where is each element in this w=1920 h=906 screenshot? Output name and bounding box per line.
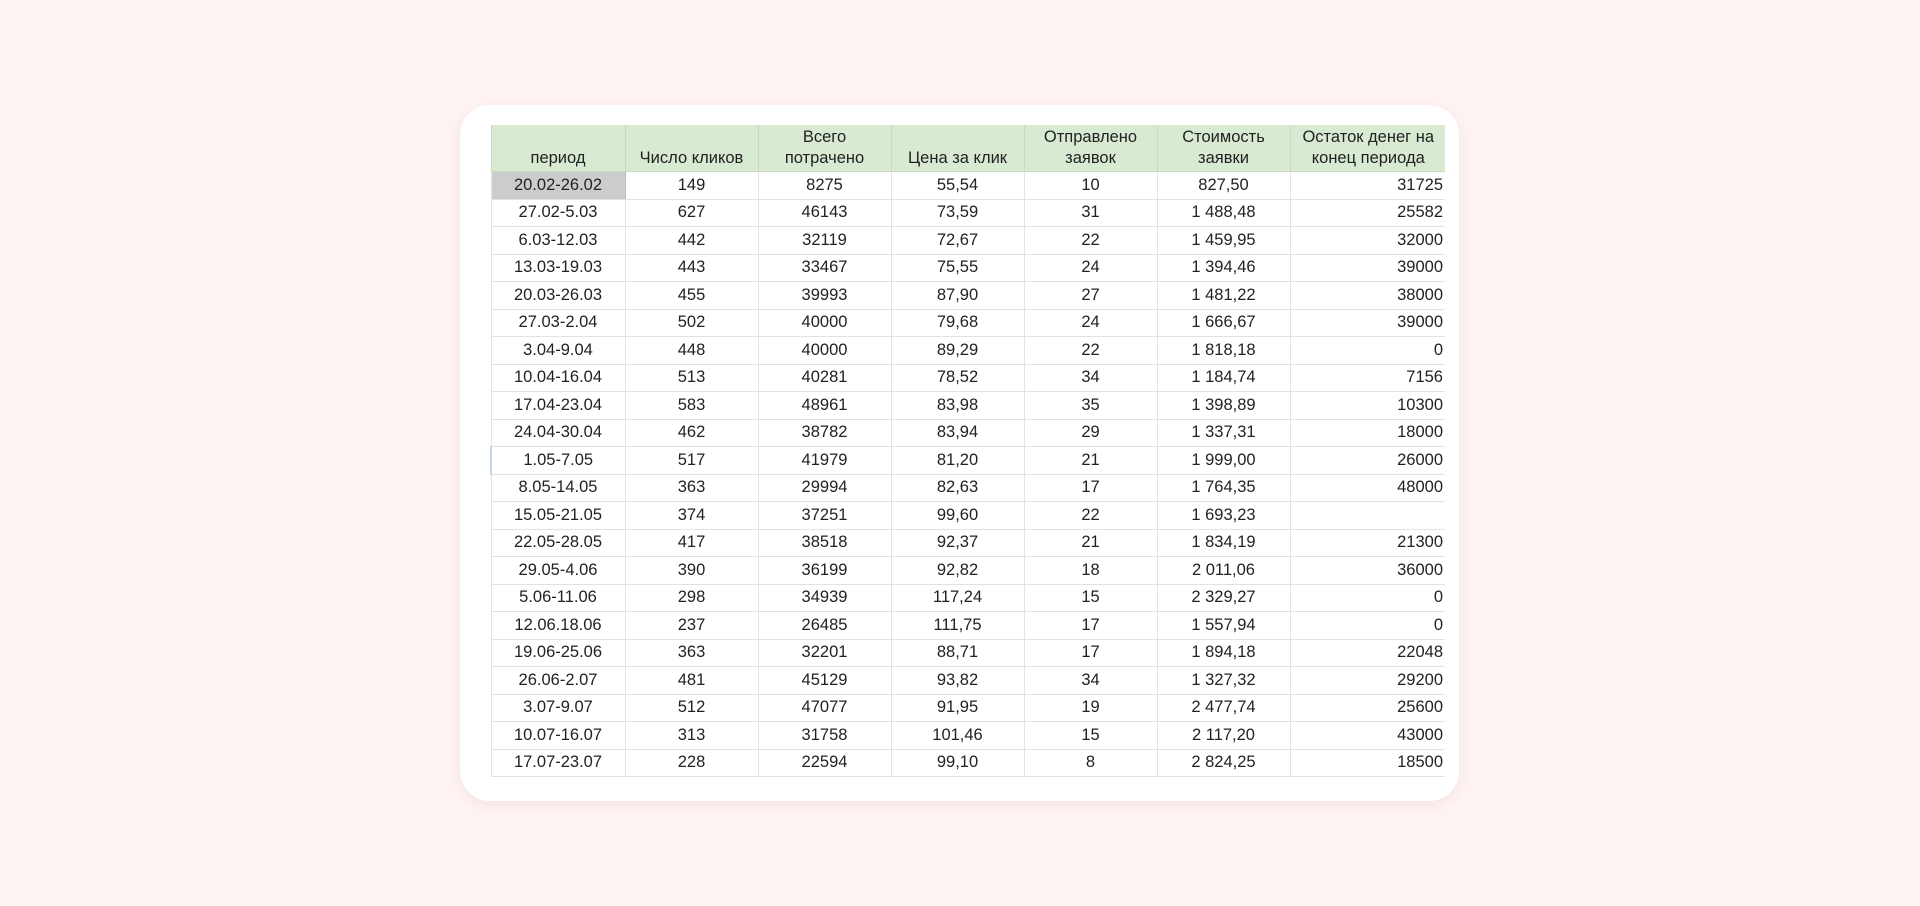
cell-total-spent[interactable]: 34939 xyxy=(758,584,891,612)
table-row xyxy=(491,364,1445,392)
cell-total-spent[interactable]: 32201 xyxy=(758,639,891,667)
cell-cost-per-request[interactable]: 1 394,46 xyxy=(1157,254,1290,282)
cell-requests-sent[interactable]: 17 xyxy=(1024,474,1157,502)
cell-cost-per-request[interactable]: 2 477,74 xyxy=(1157,694,1290,722)
cell-total-spent[interactable]: 36199 xyxy=(758,557,891,585)
cell-requests-sent[interactable]: 27 xyxy=(1024,282,1157,310)
cell-total-spent[interactable]: 8275 xyxy=(758,172,891,200)
cell-clicks[interactable]: 363 xyxy=(625,474,758,502)
table-row xyxy=(491,254,1445,282)
cell-clicks[interactable]: 374 xyxy=(625,502,758,530)
cell-total-spent[interactable]: 48961 xyxy=(758,392,891,420)
cell-cost-per-request[interactable]: 2 329,27 xyxy=(1157,584,1290,612)
table-row xyxy=(491,667,1445,695)
cell-clicks[interactable]: 502 xyxy=(625,309,758,337)
cell-cost-per-request[interactable]: 1 834,19 xyxy=(1157,529,1290,557)
cell-clicks[interactable]: 517 xyxy=(625,447,758,475)
cell-cost-per-click[interactable]: 99,60 xyxy=(891,502,1024,530)
cell-period[interactable]: 6.03-12.03 xyxy=(491,227,625,255)
cell-clicks[interactable]: 298 xyxy=(625,584,758,612)
cell-total-spent[interactable]: 41979 xyxy=(758,447,891,475)
cell-clicks[interactable]: 513 xyxy=(625,364,758,392)
table-row xyxy=(491,502,1445,530)
cell-requests-sent[interactable]: 24 xyxy=(1024,309,1157,337)
cell-cost-per-click[interactable]: 92,82 xyxy=(891,557,1024,585)
cell-clicks[interactable]: 481 xyxy=(625,667,758,695)
cell-cost-per-request[interactable]: 1 894,18 xyxy=(1157,639,1290,667)
cell-clicks[interactable]: 512 xyxy=(625,694,758,722)
cell-total-spent[interactable]: 40000 xyxy=(758,337,891,365)
cell-total-spent[interactable]: 29994 xyxy=(758,474,891,502)
cell-total-spent[interactable]: 26485 xyxy=(758,612,891,640)
cell-period[interactable]: 12.06.18.06 xyxy=(491,612,625,640)
cell-cost-per-request[interactable]: 1 818,18 xyxy=(1157,337,1290,365)
cell-balance[interactable]: 36000 xyxy=(1290,557,1445,585)
cell-cost-per-click[interactable]: 83,98 xyxy=(891,392,1024,420)
cell-total-spent[interactable]: 47077 xyxy=(758,694,891,722)
cell-cost-per-click[interactable]: 99,10 xyxy=(891,749,1024,777)
cell-clicks[interactable]: 442 xyxy=(625,227,758,255)
cell-cost-per-click[interactable]: 78,52 xyxy=(891,364,1024,392)
cell-balance[interactable]: 31725 xyxy=(1290,172,1445,200)
cell-balance[interactable]: 25600 xyxy=(1290,694,1445,722)
cell-requests-sent[interactable]: 35 xyxy=(1024,392,1157,420)
cell-balance[interactable]: 18500 xyxy=(1290,749,1445,777)
cell-requests-sent[interactable]: 18 xyxy=(1024,557,1157,585)
cell-balance[interactable]: 48000 xyxy=(1290,474,1445,502)
cell-cost-per-request[interactable]: 1 764,35 xyxy=(1157,474,1290,502)
header-label: Стоимость заявки xyxy=(1182,128,1265,167)
cell-period[interactable]: 15.05-21.05 xyxy=(491,502,625,530)
table-body xyxy=(491,172,1445,777)
cell-requests-sent[interactable]: 10 xyxy=(1024,172,1157,200)
cell-period[interactable]: 17.04-23.04 xyxy=(491,392,625,420)
cell-total-spent[interactable]: 45129 xyxy=(758,667,891,695)
cell-period[interactable]: 8.05-14.05 xyxy=(491,474,625,502)
cell-requests-sent[interactable]: 31 xyxy=(1024,199,1157,227)
cell-balance[interactable]: 22048 xyxy=(1290,639,1445,667)
table-row xyxy=(491,447,1445,475)
cell-cost-per-click[interactable]: 55,54 xyxy=(891,172,1024,200)
header-cost-per-request[interactable] xyxy=(1157,125,1290,172)
cell-requests-sent[interactable]: 22 xyxy=(1024,337,1157,365)
cell-cost-per-request[interactable]: 1 481,22 xyxy=(1157,282,1290,310)
table-row xyxy=(491,199,1445,227)
table-row xyxy=(491,749,1445,777)
cell-cost-per-click[interactable]: 93,82 xyxy=(891,667,1024,695)
cell-total-spent[interactable]: 31758 xyxy=(758,722,891,750)
cell-balance[interactable]: 0 xyxy=(1290,584,1445,612)
table-row xyxy=(491,309,1445,337)
cell-requests-sent[interactable]: 8 xyxy=(1024,749,1157,777)
cell-total-spent[interactable]: 40000 xyxy=(758,309,891,337)
cell-cost-per-click[interactable]: 72,67 xyxy=(891,227,1024,255)
cell-period[interactable]: 29.05-4.06 xyxy=(491,557,625,585)
cell-requests-sent[interactable]: 22 xyxy=(1024,502,1157,530)
table-row xyxy=(491,282,1445,310)
table-row xyxy=(491,227,1445,255)
header-label: Всего потрачено xyxy=(784,128,865,167)
cell-requests-sent[interactable]: 17 xyxy=(1024,612,1157,640)
cell-cost-per-request[interactable]: 1 327,32 xyxy=(1157,667,1290,695)
cell-period[interactable]: 10.07-16.07 xyxy=(491,722,625,750)
cell-clicks[interactable]: 149 xyxy=(625,172,758,200)
header-requests-sent[interactable] xyxy=(1024,125,1157,172)
cell-period[interactable]: 26.06-2.07 xyxy=(491,667,625,695)
cell-period[interactable]: 10.04-16.04 xyxy=(491,364,625,392)
table-row xyxy=(491,557,1445,585)
cell-cost-per-request[interactable]: 2 117,20 xyxy=(1157,722,1290,750)
cell-requests-sent[interactable]: 19 xyxy=(1024,694,1157,722)
cell-balance[interactable]: 26000 xyxy=(1290,447,1445,475)
cell-balance[interactable]: 43000 xyxy=(1290,722,1445,750)
cell-total-spent[interactable]: 38518 xyxy=(758,529,891,557)
cell-cost-per-request[interactable]: 1 184,74 xyxy=(1157,364,1290,392)
header-period[interactable] xyxy=(491,125,625,172)
cell-requests-sent[interactable]: 17 xyxy=(1024,639,1157,667)
table-row xyxy=(491,722,1445,750)
cell-cost-per-request[interactable]: 1 666,67 xyxy=(1157,309,1290,337)
cell-cost-per-click[interactable]: 81,20 xyxy=(891,447,1024,475)
cell-total-spent[interactable]: 46143 xyxy=(758,199,891,227)
table-row xyxy=(491,172,1445,200)
cell-cost-per-click[interactable]: 73,59 xyxy=(891,199,1024,227)
table-row xyxy=(491,584,1445,612)
table-card xyxy=(460,105,1459,801)
cell-clicks[interactable]: 313 xyxy=(625,722,758,750)
cell-balance[interactable]: 39000 xyxy=(1290,254,1445,282)
header-cost-per-click[interactable] xyxy=(891,125,1024,172)
cell-cost-per-click[interactable]: 82,63 xyxy=(891,474,1024,502)
cell-period[interactable]: 22.05-28.05 xyxy=(491,529,625,557)
cell-clicks[interactable]: 390 xyxy=(625,557,758,585)
cell-period[interactable]: 27.03-2.04 xyxy=(491,309,625,337)
cell-clicks[interactable]: 237 xyxy=(625,612,758,640)
header-label: Отправлено заявок xyxy=(1043,128,1138,167)
cell-cost-per-click[interactable]: 75,55 xyxy=(891,254,1024,282)
cell-cost-per-request[interactable]: 1 693,23 xyxy=(1157,502,1290,530)
cell-total-spent[interactable]: 40281 xyxy=(758,364,891,392)
cell-clicks[interactable]: 448 xyxy=(625,337,758,365)
cell-cost-per-click[interactable]: 88,71 xyxy=(891,639,1024,667)
header-label: период xyxy=(530,149,586,167)
table-row xyxy=(491,337,1445,365)
cell-period[interactable]: 3.07-9.07 xyxy=(491,694,625,722)
cell-total-spent[interactable]: 33467 xyxy=(758,254,891,282)
cell-requests-sent[interactable]: 21 xyxy=(1024,529,1157,557)
cell-clicks[interactable]: 462 xyxy=(625,419,758,447)
cell-balance[interactable]: 38000 xyxy=(1290,282,1445,310)
cell-cost-per-request[interactable]: 1 459,95 xyxy=(1157,227,1290,255)
cell-balance[interactable]: 18000 xyxy=(1290,419,1445,447)
cell-cost-per-click[interactable]: 91,95 xyxy=(891,694,1024,722)
cell-cost-per-request[interactable]: 1 398,89 xyxy=(1157,392,1290,420)
cell-clicks[interactable]: 583 xyxy=(625,392,758,420)
header-label: Остаток денег на конец периода xyxy=(1302,128,1435,167)
spreadsheet xyxy=(490,125,1445,781)
cell-cost-per-request[interactable]: 1 488,48 xyxy=(1157,199,1290,227)
header-label: Цена за клик xyxy=(907,149,1008,167)
cell-cost-per-request[interactable]: 1 557,94 xyxy=(1157,612,1290,640)
cell-period[interactable]: 13.03-19.03 xyxy=(491,254,625,282)
cell-period[interactable]: 24.04-30.04 xyxy=(491,419,625,447)
cell-period[interactable]: 5.06-11.06 xyxy=(491,584,625,612)
cell-balance[interactable]: 10300 xyxy=(1290,392,1445,420)
cell-period[interactable]: 19.06-25.06 xyxy=(491,639,625,667)
cell-balance[interactable]: 39000 xyxy=(1290,309,1445,337)
cell-clicks[interactable]: 417 xyxy=(625,529,758,557)
cell-clicks[interactable]: 627 xyxy=(625,199,758,227)
header-row xyxy=(491,125,1445,172)
cell-balance[interactable]: 0 xyxy=(1290,337,1445,365)
cell-cost-per-request[interactable]: 2 011,06 xyxy=(1157,557,1290,585)
cell-requests-sent[interactable]: 29 xyxy=(1024,419,1157,447)
cell-total-spent[interactable]: 39993 xyxy=(758,282,891,310)
cell-clicks[interactable]: 455 xyxy=(625,282,758,310)
cell-cost-per-request[interactable]: 1 999,00 xyxy=(1157,447,1290,475)
cell-period[interactable]: 17.07-23.07 xyxy=(491,749,625,777)
header-clicks[interactable] xyxy=(625,125,758,172)
cell-requests-sent[interactable]: 15 xyxy=(1024,584,1157,612)
cell-balance[interactable]: 7156 xyxy=(1290,364,1445,392)
cell-requests-sent[interactable]: 34 xyxy=(1024,667,1157,695)
cell-period[interactable]: 27.02-5.03 xyxy=(491,199,625,227)
cell-balance[interactable]: 32000 xyxy=(1290,227,1445,255)
cell-cost-per-click[interactable]: 111,75 xyxy=(891,612,1024,640)
cell-cost-per-request[interactable]: 2 824,25 xyxy=(1157,749,1290,777)
header-label: Число кликов xyxy=(639,149,744,167)
cell-cost-per-request[interactable]: 1 337,31 xyxy=(1157,419,1290,447)
cell-balance[interactable] xyxy=(1290,502,1445,530)
cell-cost-per-click[interactable]: 83,94 xyxy=(891,419,1024,447)
cell-cost-per-click[interactable]: 117,24 xyxy=(891,584,1024,612)
cell-requests-sent[interactable]: 21 xyxy=(1024,447,1157,475)
campaign-stats-table xyxy=(490,125,1445,777)
cell-total-spent[interactable]: 32119 xyxy=(758,227,891,255)
table-row xyxy=(491,612,1445,640)
cell-balance[interactable]: 21300 xyxy=(1290,529,1445,557)
cell-balance[interactable]: 25582 xyxy=(1290,199,1445,227)
cell-period[interactable]: 20.02-26.02 xyxy=(491,172,625,200)
cell-clicks[interactable]: 363 xyxy=(625,639,758,667)
header-balance[interactable] xyxy=(1290,125,1445,172)
cell-period[interactable]: 3.04-9.04 xyxy=(491,337,625,365)
cell-period[interactable]: 1.05-7.05 xyxy=(491,447,625,475)
table-row xyxy=(491,474,1445,502)
cell-requests-sent[interactable]: 34 xyxy=(1024,364,1157,392)
cell-cost-per-request[interactable]: 827,50 xyxy=(1157,172,1290,200)
cell-cost-per-click[interactable]: 87,90 xyxy=(891,282,1024,310)
cell-total-spent[interactable]: 22594 xyxy=(758,749,891,777)
cell-balance[interactable]: 29200 xyxy=(1290,667,1445,695)
table-row xyxy=(491,529,1445,557)
table-row xyxy=(491,639,1445,667)
cell-cost-per-click[interactable]: 92,37 xyxy=(891,529,1024,557)
cell-period[interactable]: 20.03-26.03 xyxy=(491,282,625,310)
cell-requests-sent[interactable]: 24 xyxy=(1024,254,1157,282)
cell-requests-sent[interactable]: 22 xyxy=(1024,227,1157,255)
cell-requests-sent[interactable]: 15 xyxy=(1024,722,1157,750)
table-row xyxy=(491,392,1445,420)
table-row xyxy=(491,419,1445,447)
cell-cost-per-click[interactable]: 101,46 xyxy=(891,722,1024,750)
cell-clicks[interactable]: 443 xyxy=(625,254,758,282)
table-row xyxy=(491,694,1445,722)
cell-balance[interactable]: 0 xyxy=(1290,612,1445,640)
cell-total-spent[interactable]: 38782 xyxy=(758,419,891,447)
cell-cost-per-click[interactable]: 89,29 xyxy=(891,337,1024,365)
cell-cost-per-click[interactable]: 79,68 xyxy=(891,309,1024,337)
cell-clicks[interactable]: 228 xyxy=(625,749,758,777)
header-total-spent[interactable] xyxy=(758,125,891,172)
cell-total-spent[interactable]: 37251 xyxy=(758,502,891,530)
